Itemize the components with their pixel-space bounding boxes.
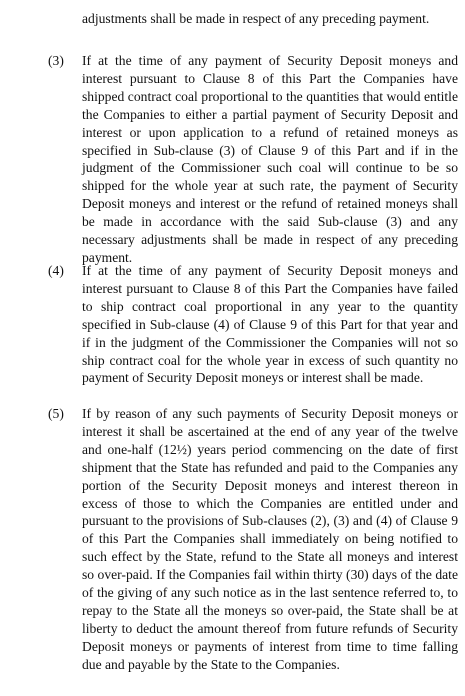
clause-3-text: If at the time of any payment of Security Deposit moneys and interest pursuant to Clause 8 of this Part the Companies have shipped contract coal proportional to the quantities that would entitle the Companies to either a partial payment of Security Deposit and interest or upon application to a refund of retained moneys as specified in Sub-clause (3) of Clause 9 of this Part and if in the judgment of the Commissioner such coal will continue to be so shipped for the whole year at such rate, the payment of Security Deposit moneys and interest or the refund of retained moneys shall be made in accordance with the said Sub-clause (3) and any necessary adjustments shall be made in respect of any preceding payment. [82,53,458,265]
clause-number-4: (4) [48,263,64,278]
clause-4-text: If at the time of any payment of Security Deposit moneys and interest pursuant to Clause 8 of this Part the Companies have failed to ship contract coal proportional in any year to the quantity specified in Sub-clause (4) of Clause 9 of this Part for that year and if in the judgment of the Commissioner the Companies will not so ship contract coal for the whole year in excess of such quantity no payment of Security Deposit moneys or interest shall be made. [82,263,458,386]
clause-5-text: If by reason of any such payments of Security Deposit moneys or interest it shall be ascertained at the end of any year of the twelve and one-half (12½) years period commencing on the date of first shipment that the State has refunded and paid to the Companies any portion of the Security Deposit moneys and interest thereon in excess of those to which the Companies are entitled under and pursuant to the provisions of Sub-clauses (2), (3) and (4) of Clause 9 of this Part the Companies shall immediately on being notified to such effect by the State, refund to the State all moneys and interest so over-paid. If the Companies fail within thirty (30) days of the date of the giving of any such notice as in the last sentence referred to, to repay to the State all the moneys so over-paid, the State shall be at liberty to deduct the amount thereof from future refunds of Security Deposit moneys or payments of interest from time to time falling due and payable by the State to the Companies. [82,406,458,672]
continuation-paragraph: adjustments shall be made in respect of any preceding payment. [82,11,430,26]
clause-number-3: (3) [48,53,64,68]
clause-number-5: (5) [48,406,64,421]
